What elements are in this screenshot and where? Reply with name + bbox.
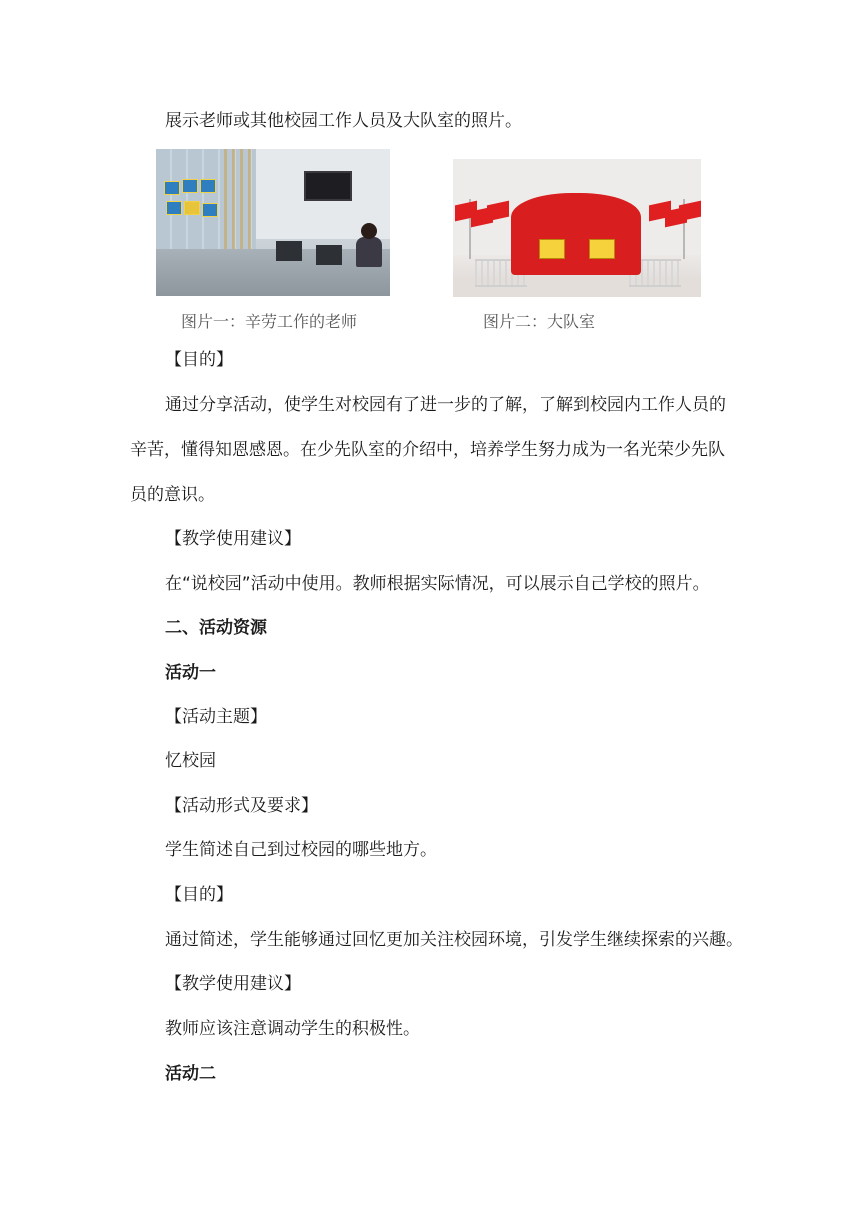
photo-teacher-office xyxy=(156,149,390,296)
activity1-form-text: 学生简述自己到过校园的哪些地方。 xyxy=(165,840,437,860)
activity1-advice-text: 教师应该注意调动学生的积极性。 xyxy=(165,1019,420,1039)
figure1-caption: 图片一：辛劳工作的老师 xyxy=(181,312,358,331)
advice-heading: 【教学使用建议】 xyxy=(165,529,301,549)
activity1-title: 活动一 xyxy=(165,663,216,683)
part-two-heading: 二、活动资源 xyxy=(165,618,267,638)
figure2-caption: 图片二：大队室 xyxy=(483,312,596,331)
activity1-form-heading: 【活动形式及要求】 xyxy=(165,796,318,816)
purpose-line-1: 通过分享活动，使学生对校园有了进一步的了解，了解到校园内工作人员的 xyxy=(165,395,726,415)
activity1-advice-heading: 【教学使用建议】 xyxy=(165,974,301,994)
purpose-heading: 【目的】 xyxy=(165,350,233,370)
activity1-theme-heading: 【活动主题】 xyxy=(165,707,267,727)
activity1-purpose-heading: 【目的】 xyxy=(165,885,233,905)
purpose-line-2: 辛苦，懂得知恩感恩。在少先队室的介绍中，培养学生努力成为一名光荣少先队 xyxy=(130,440,725,460)
activity2-title: 活动二 xyxy=(165,1064,216,1084)
photo-pioneer-room xyxy=(453,159,701,297)
advice-text: 在“说校园”活动中使用。教师根据实际情况，可以展示自己学校的照片。 xyxy=(165,574,710,594)
purpose-line-3: 员的意识。 xyxy=(130,485,215,505)
activity1-theme-text: 忆校园 xyxy=(165,751,216,771)
activity1-purpose-text: 通过简述，学生能够通过回忆更加关注校园环境，引发学生继续探索的兴趣。 xyxy=(165,930,743,950)
intro-text: 展示老师或其他校园工作人员及大队室的照片。 xyxy=(165,111,522,131)
